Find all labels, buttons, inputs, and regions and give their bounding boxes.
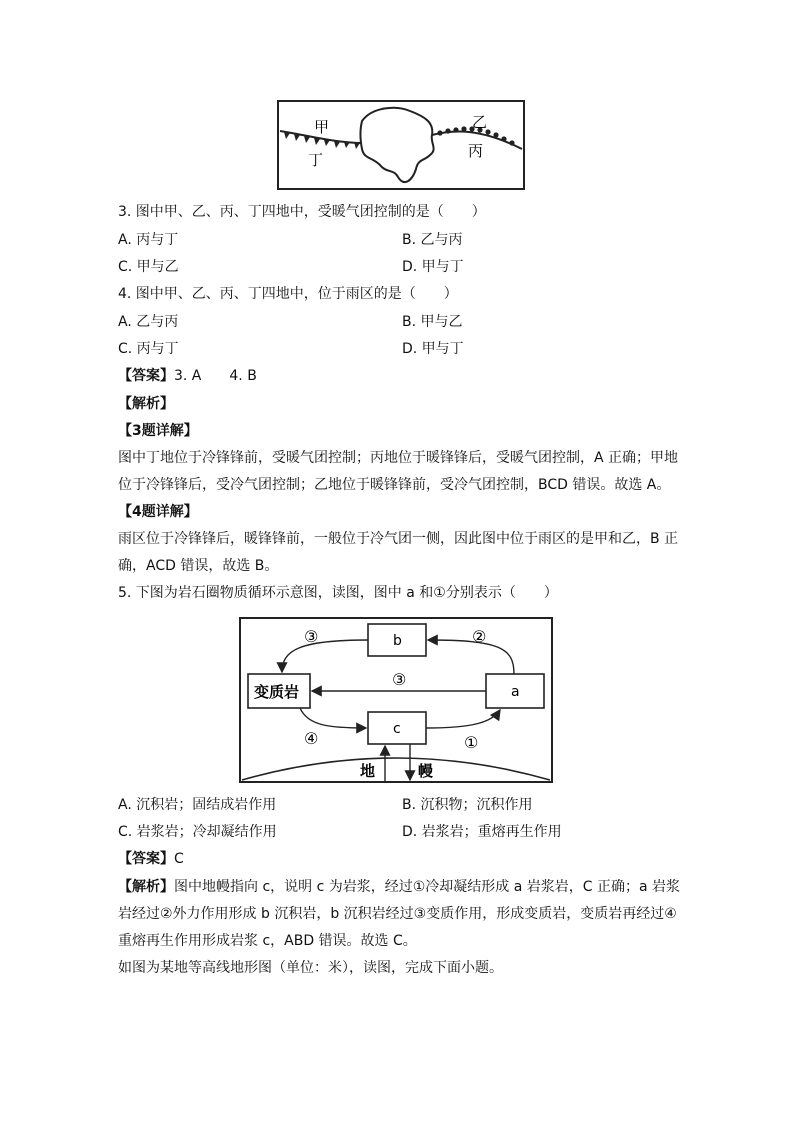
detail4-line-2: 确，ACD 错误，故选 B。: [118, 558, 279, 574]
q5-option-c: C. 岩浆岩；冷却凝结作用: [118, 824, 277, 840]
box-b-label: b: [393, 633, 402, 649]
mantle-label-right: 幔: [418, 762, 434, 780]
label-jia: 甲: [314, 118, 330, 136]
arrow-1: [426, 710, 500, 728]
q5-option-a: A. 沉积岩；固结成岩作用: [118, 797, 277, 813]
label-n4: ④: [304, 729, 319, 748]
arrow-4: [300, 708, 366, 728]
label-n3-top: ③: [304, 627, 319, 646]
answer-line-2: [118, 849, 184, 869]
label-n2: ②: [472, 627, 487, 646]
arrow-2: [428, 640, 514, 674]
label-n1: ①: [464, 733, 479, 752]
answer2-tag: 【答案】: [118, 851, 174, 867]
q4-option-c: C. 丙与丁: [118, 341, 179, 357]
analysis-heading: 【解析】: [118, 396, 174, 412]
mantle-label-left: 地: [360, 762, 376, 780]
label-n3-mid: ③: [392, 670, 407, 689]
detail4-line-1: 雨区位于冷锋锋后，暖锋锋前，一般位于冷气团一侧，因此图中位于雨区的是甲和乙，B 正: [118, 531, 679, 547]
box-metamorphic-label: 变质岩: [254, 683, 300, 701]
q3-option-b: B. 乙与丙: [402, 232, 463, 248]
answer-line-1: [118, 366, 257, 386]
arrow-3-top: [282, 640, 368, 672]
q4-option-a: A. 乙与丙: [118, 314, 179, 330]
answer2-text: C: [174, 851, 184, 867]
analysis2-line-1: [118, 877, 680, 897]
detail3-line-1: 图中丁地位于冷锋锋前，受暖气团控制；丙地位于暖锋锋后，受暖气团控制，A 正确；甲地: [118, 450, 679, 466]
label-bing: 丙: [468, 142, 484, 160]
label-yi: 乙: [472, 113, 488, 131]
analysis2-line-2: 岩经过②外力作用形成 b 沉积岩，b 沉积岩经过③变质作用，形成变质岩，变质岩再经过④: [118, 906, 677, 922]
q3-stem: 3. 图中甲、乙、丙、丁四地中，受暖气团控制的是（ ）: [118, 204, 486, 220]
answer-text: 3. A 4. B: [174, 368, 257, 384]
q5-option-d: D. 岩浆岩；重熔再生作用: [402, 824, 562, 840]
detail3-line-2: 位于冷锋锋后，受冷气团控制；乙地位于暖锋锋前，受冷气团控制，BCD 错误。故选 A。: [118, 477, 671, 493]
q4-option-d: D. 甲与丁: [402, 341, 464, 357]
q4-stem: 4. 图中甲、乙、丙、丁四地中，位于雨区的是（ ）: [118, 286, 458, 302]
box-c-label: c: [393, 721, 401, 737]
q3-option-c: C. 甲与乙: [118, 259, 179, 275]
rock-cycle-figure: [238, 616, 554, 784]
detail3-heading: 【3题详解】: [118, 423, 198, 439]
analysis2-tag: 【解析】: [118, 879, 174, 895]
q3-option-a: A. 丙与丁: [118, 232, 179, 248]
analysis2-line-3: 重熔再生作用形成岩浆 c，ABD 错误。故选 C。: [118, 933, 417, 949]
q3-option-d: D. 甲与丁: [402, 259, 464, 275]
front-map-figure: [276, 99, 526, 191]
q5-option-b: B. 沉积物；沉积作用: [402, 797, 533, 813]
answer-tag: 【答案】: [118, 368, 174, 384]
analysis2-text-1: 图中地幔指向 c，说明 c 为岩浆，经过①冷却凝结形成 a 岩浆岩，C 正确；a 岩浆: [174, 879, 681, 895]
q5-stem: 5. 下图为岩石圈物质循环示意图，读图，图中 a 和①分别表示（ ）: [118, 585, 558, 601]
q4-option-b: B. 甲与乙: [402, 314, 463, 330]
next-question-intro: 如图为某地等高线地形图（单位：米），读图，完成下面小题。: [118, 960, 503, 976]
detail4-heading: 【4题详解】: [118, 504, 198, 520]
box-a-label: a: [511, 684, 520, 700]
low-pressure-area: [361, 108, 434, 182]
label-ding: 丁: [308, 151, 324, 169]
mantle-arc: [242, 758, 550, 780]
